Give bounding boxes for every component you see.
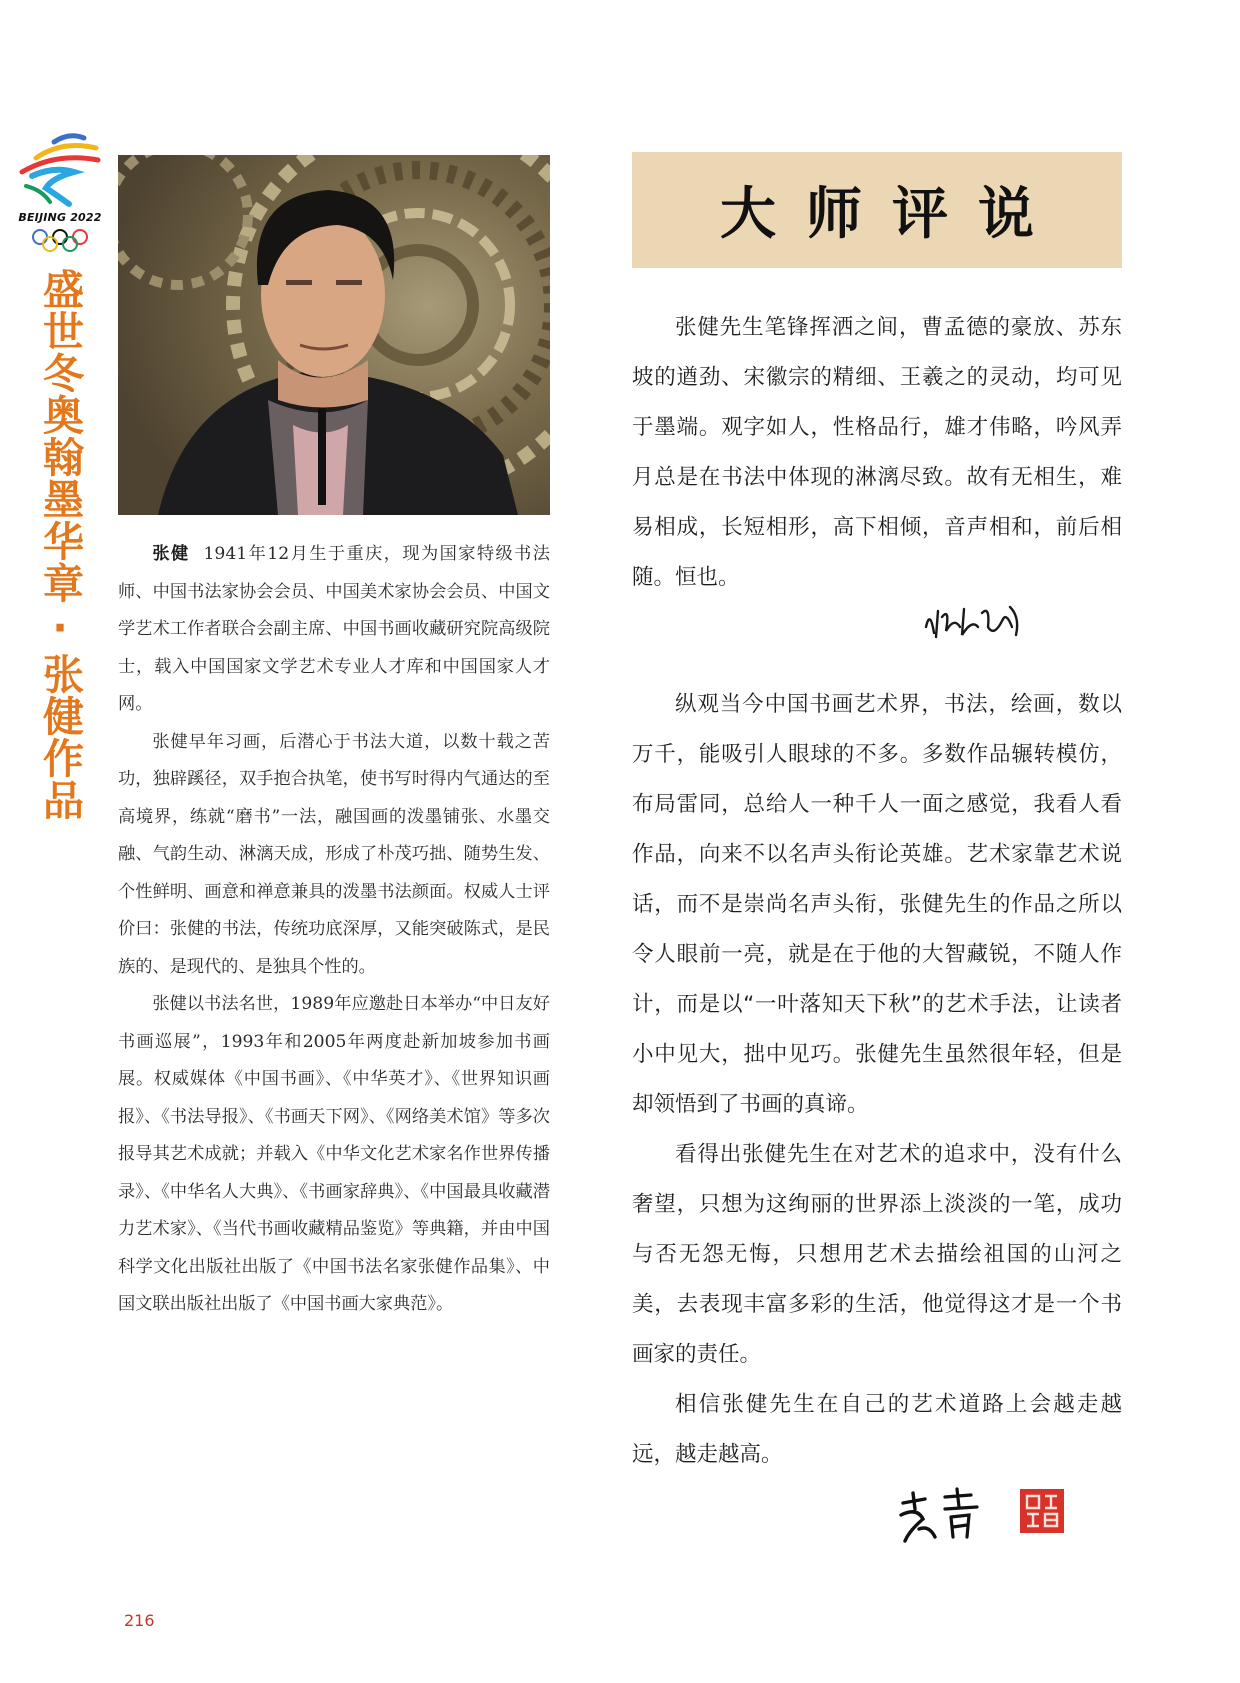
commentary-paragraph: 纵观当今中国书画艺术界，书法，绘画，数以万千，能吸引人眼球的不多。多数作品辗转模仿，布局雷同，总给人一种千人一面之感觉，我看人看作品，向来不以名声头衔论英雄。艺术家靠艺术说话，而不是崇尚名声头衔，张健先生的作品之所以令人眼前一亮，就是在于他的大智藏锐，不随人作计，而是以“一叶落知天下秋”的艺术手法，让读者小中见大，拙中见巧。张健先生虽然很年轻，但是却领悟到了书画的真谛。	[632, 692, 1122, 1117]
vertical-title: 盛世冬奥翰墨华章·张健作品	[36, 268, 84, 821]
signature-2	[895, 1485, 995, 1545]
profile-paragraph: 张健早年习画，后潜心于书法大道，以数十载之苦功，独辟蹊径，双手抱合执笔，使书写时得内气通达的至高境界，练就“磨书”一法，融国画的泼墨铺张、水墨交融、气韵生动、淋漓天成，形成了朴茂巧拙、随势生发、个性鲜明、画意和禅意兼具的泼墨书法颜面。权威人士评价曰：张健的书法，传统功底深厚，又能突破陈式，是民族的、是现代的、是独具个性的。	[118, 731, 550, 977]
commentary-1	[632, 303, 1122, 603]
signature-1	[920, 597, 1030, 645]
red-seal-icon	[1019, 1488, 1065, 1534]
commentary-paragraph: 看得出张健先生在对艺术的追求中，没有什么奢望，只想为这绚丽的世界添上淡淡的一笔，成功与否无怨无悔，只想用艺术去描绘祖国的山河之美，去表现丰富多彩的生活，他觉得这才是一个书画家的责任。	[632, 1142, 1122, 1367]
olympic-rings-icon	[30, 228, 90, 254]
commentary-2	[632, 680, 1122, 1480]
commentary-paragraph: 张健先生笔锋挥洒之间，曹孟德的豪放、苏东坡的遒劲、宋徽宗的精细、王羲之的灵动，均可见于墨端。观字如人，性格品行，雄才伟略，吟风弄月总是在书法中体现的淋漓尽致。故有无相生，难易相成，长短相形，高下相倾，音声相和，前后相随。恒也。	[632, 315, 1122, 590]
profile-intro-text: 1941年12月生于重庆，现为国家特级书法师、中国书法家协会会员、中国美术家协会会员、中国文学艺术工作者联合会副主席、中国书画收藏研究院高级院士，载入中国国家文学艺术专业人才库和中国国家人才网。	[118, 544, 550, 714]
logo-text: BEIJING 2022	[18, 211, 102, 224]
commentary-paragraph: 相信张健先生在自己的艺术道路上会越走越远，越走越高。	[632, 1392, 1122, 1467]
artist-name: 张健	[152, 544, 190, 564]
portrait-photo	[118, 155, 550, 515]
page-number: 216	[124, 1611, 155, 1630]
section-banner	[632, 152, 1122, 268]
profile-paragraph: 张健以书法名世，1989年应邀赴日本举办“中日友好书画巡展”，1993年和2005年两度赴新加坡参加书画展。权威媒体《中国书画》、《中华英才》、《世界知识画报》、《书法导报》、《书画天下网》、《网络美术馆》等多次报导其艺术成就；并载入《中华文化艺术家名作世界传播录》、《中华名人大典》、《书画家辞典》、《中国最具收藏潜力艺术家》、《当代书画收藏精品鉴览》等典籍，并由中国科学文化出版社出版了《中国书法名家张健作品集》、中国文联出版社出版了《中国书画大家典范》。	[118, 994, 550, 1314]
profile-text	[118, 536, 550, 1324]
profile-intro	[118, 536, 550, 724]
banner-title: 大师评说	[720, 182, 1064, 247]
